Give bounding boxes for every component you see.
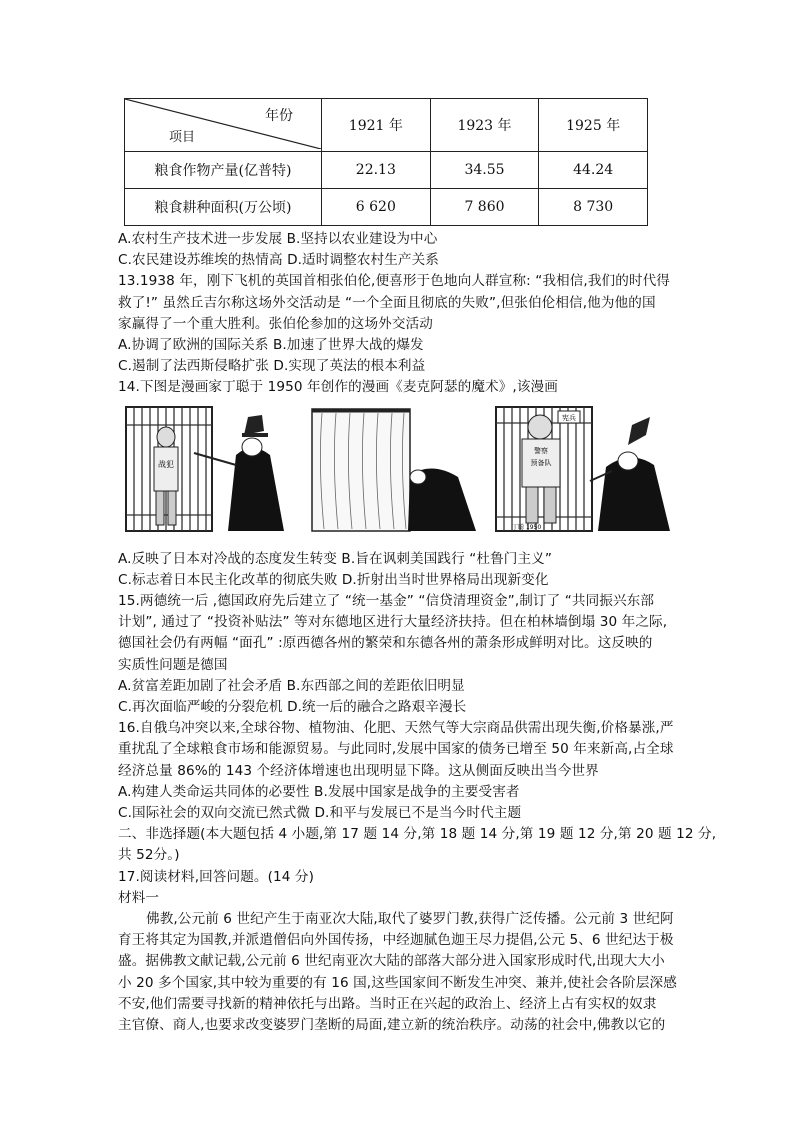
text-line: 16.自俄乌冲突以来,全球谷物、植物油、化肥、天然气等大宗商品供需出现失衡,价格暴涨,严	[118, 720, 674, 737]
paragraph-line: 主官僚、商人,也要求改变婆罗门垄断的局面,建立新的统治秩序。动荡的社会中,佛教以它的	[118, 1017, 666, 1034]
year-cell: 1923 年	[430, 99, 539, 152]
row-label: 粮食耕种面积(万公顷)	[125, 189, 322, 226]
cartoon-label-reserve: 预备队	[530, 458, 552, 467]
text-line: 经济总量 86%的 143 个经济体增速也出现明显下降。这从侧面反映出当今世界	[118, 762, 599, 779]
text-line: 救了!” 虽然丘吉尔称这场外交活动是 “一个全面且彻底的失败”,但张伯伦相信,他为他的国	[118, 294, 656, 311]
paragraph-line: 育王将其定为国教,并派遣僧侣向外国传扬，中经迦腻色迦王尽力提倡,公元 5、6 世纪达于极	[118, 932, 674, 949]
text-line: C.标志着日本民主化改革的彻底失败 D.折射出当时世界格局出现新变化	[118, 571, 549, 588]
text-line: C.再次面临严峻的分裂危机 D.统一后的融合之路艰辛漫长	[118, 699, 467, 716]
table-row	[125, 189, 648, 226]
cartoon-label-gendarme: 宪兵	[562, 413, 576, 422]
text-line: C.遏制了法西斯侵略扩张 D.实现了英法的根本利益	[118, 358, 426, 375]
text-line: 13.1938 年，刚下飞机的英国首相张伯伦,便喜形于色地向人群宣称: “我相信,我们的时代得	[118, 273, 671, 290]
year-cell: 1925 年	[539, 99, 648, 152]
paragraph-line: 佛教,公元前 6 世纪产生于南亚次大陆,取代了婆罗门教,获得广泛传播。公元前 3 世纪阿	[146, 911, 674, 928]
table-cell: 7 860	[430, 189, 539, 226]
table-cell: 6 620	[322, 189, 431, 226]
text-line: C.国际社会的双向交流已然式微 D.和平与发展已不是当今时代主题	[118, 805, 522, 822]
table-cell: 22.13	[322, 152, 431, 189]
paragraph-line: 不安,他们需要寻找新的精神依托与出路。当时正在兴起的政治上、经济上占有实权的奴隶	[118, 995, 657, 1012]
table-cell: 8 730	[539, 189, 648, 226]
text-line: A.构建人类命运共同体的必要性 B.发展中国家是战争的主要受害者	[118, 783, 520, 800]
row-label: 粮食作物产量(亿普特)	[125, 152, 322, 189]
text-line: A.反映了日本对冷战的态度发生转变 B.旨在讽刺美国践行 “杜鲁门主义”	[118, 550, 552, 567]
cartoon-signature: 丁聪 1950	[512, 523, 542, 531]
cartoon-panel-3	[494, 405, 674, 535]
table-corner-cell	[125, 99, 322, 152]
table-header-row	[125, 99, 648, 152]
section-heading: 二、非选择题(本大题包括 4 小题,第 17 题 14 分,第 18 题 14 分,第 19 题 12 分,第 20 题 12 分,	[118, 826, 717, 843]
text-line: A.农村生产技术进一步发展 B.坚持以农业建设为中心	[118, 231, 438, 247]
text-line: A.贫富差距加剧了社会矛盾 B.东西部之间的差距依旧明显	[118, 677, 465, 694]
text-line: 德国社会仍有两幅 “面孔” :原西德各州的繁荣和东德各州的萧条形成鲜明对比。这反映的	[118, 635, 653, 652]
text-line: 15.两德统一后 ,德国政府先后建立了 “统一基金” “信贷清理资金”,制订了 “共同振兴东部	[118, 593, 655, 610]
table-row	[125, 152, 648, 189]
cartoon-panel-2	[310, 405, 480, 535]
cartoon-strip	[118, 405, 678, 541]
header-year-label: 年份	[265, 108, 293, 124]
year-cell: 1921 年	[322, 99, 431, 152]
text-line: 家赢得了一个重大胜利。张伯伦参加的这场外交活动	[118, 315, 433, 332]
text-line: 重扰乱了全球粮食市场和能源贸易。与此同时,发展中国家的债务已增至 50 年来新高,占全球	[118, 741, 674, 758]
text-line: 实质性问题是德国	[118, 656, 228, 673]
cartoon-label-warcriminal: 战犯	[158, 459, 174, 469]
text-line: 计划”, 通过了 “投资补贴法” 等对东德地区进行大量经济扶持。但在柏林墙倒塌 30 年之际,	[118, 614, 668, 631]
text-line: 14.下图是漫画家丁聪于 1950 年创作的漫画《麦克阿瑟的魔术》,该漫画	[118, 379, 558, 396]
text-line: 共 52分。)	[118, 847, 180, 864]
material-label: 材料一	[118, 889, 160, 906]
text-line: C.农民建设苏维埃的热情高 D.适时调整农村生产关系	[118, 252, 439, 269]
grain-data-table	[124, 98, 648, 226]
exam-page	[118, 98, 717, 1036]
header-item-label: 项目	[169, 130, 196, 145]
cartoon-label-police: 警察	[534, 446, 548, 455]
paragraph-line: 小 20 多个国家,其中较为重要的有 16 国,这些国家间不断发生冲突、兼并,使社会各阶层深感	[118, 974, 677, 991]
table-cell: 44.24	[539, 152, 648, 189]
text-line: A.协调了欧洲的国际关系 B.加速了世界大战的爆发	[118, 337, 424, 354]
table-cell: 34.55	[430, 152, 539, 189]
question-heading: 17.阅读材料,回答问题。(14 分)	[118, 868, 315, 885]
cartoon-panel-1	[124, 405, 294, 535]
paragraph-line: 盛。据佛教文献记载,公元前 6 世纪南亚次大陆的部落大部分进入国家形成时代,出现大大小	[118, 953, 665, 970]
